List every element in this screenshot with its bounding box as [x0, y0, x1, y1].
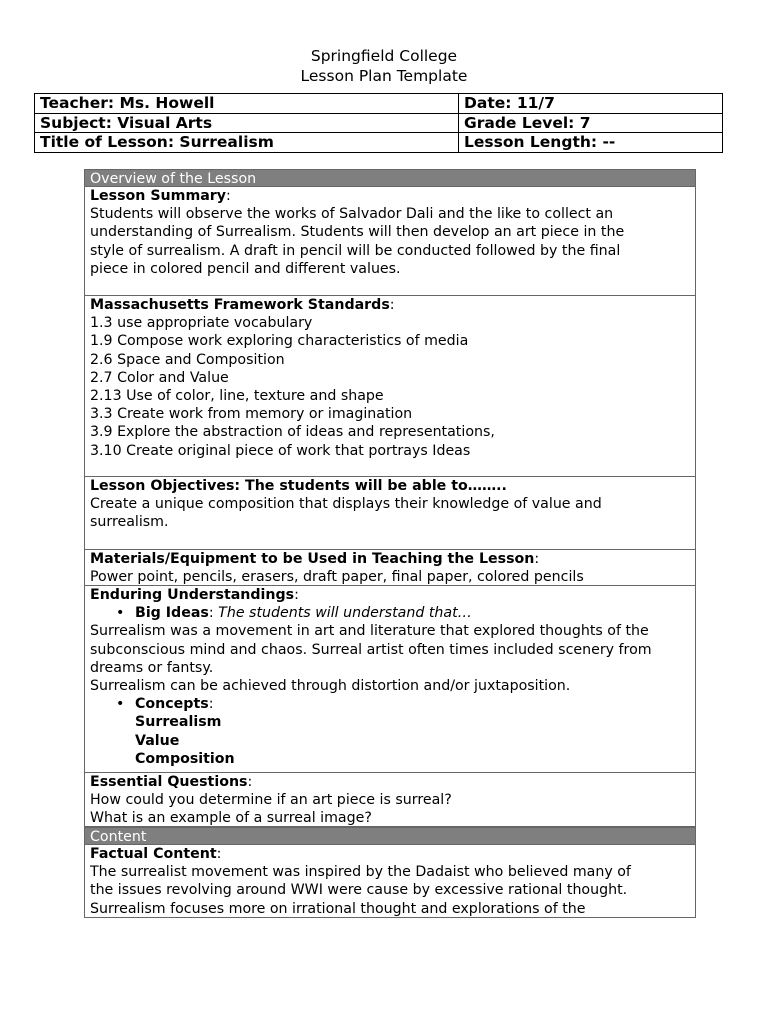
- subject-cell: Subject: Visual Arts: [35, 113, 459, 133]
- lesson-title-cell: Title of Lesson: Surrealism: [35, 133, 459, 153]
- objectives-label: Lesson Objectives: The students will be able to……..: [90, 478, 507, 494]
- materials-section: Materials/Equipment to be Used in Teaching the Lesson: Power point, pencils, erasers, draft paper, final paper, colored pencils: [85, 550, 695, 586]
- concepts-label: Concepts: [135, 696, 209, 713]
- overview-heading: Overview of the Lesson: [85, 169, 695, 187]
- understandings-line: Surrealism was a movement in art and literature that explored thoughts of the: [90, 623, 649, 640]
- grade-cell: Grade Level: 7: [459, 113, 723, 133]
- factual-line: the issues revolving around WWI were cause by excessive rational thought.: [90, 882, 628, 899]
- lesson-info-table: [34, 93, 723, 153]
- summary-line: style of surrealism. A draft in pencil will be conducted followed by the final: [90, 242, 621, 259]
- standard-item: 3.3 Create work from memory or imagination: [90, 406, 413, 423]
- understandings-line: dreams or fantsy.: [90, 659, 214, 676]
- big-ideas-prompt: The students will understand that…: [218, 605, 472, 622]
- teacher-cell: Teacher: Ms. Howell: [35, 94, 459, 114]
- summary-line: understanding of Surrealism. Students will then develop an art piece in the: [90, 224, 625, 241]
- understandings-line: subconscious mind and chaos. Surreal artist often times included scenery from: [90, 641, 652, 658]
- lesson-summary-label: Lesson Summary: [90, 188, 227, 204]
- lesson-length-cell: Lesson Length: --: [459, 133, 723, 153]
- standard-item: 3.10 Create original piece of work that portrays Ideas: [90, 442, 471, 459]
- lesson-summary-section: Lesson Summary: Students will observe the works of Salvador Dali and the like to collect an understanding of Surrealism. Students will then develop an art piece in the style of surrealism. A draft in pencil will be conducted followed by the final piece in colored pencil and different values.: [85, 187, 695, 296]
- summary-line: piece in colored pencil and different values.: [90, 260, 401, 277]
- factual-content-section: Factual Content: The surrealist movement was inspired by the Dadaist who believed many of the issues revolving around WWI were cause by excessive rational thought. Surrealism focuses more on irrational thought and explorations of the: [85, 845, 695, 918]
- question-item: What is an example of a surreal image?: [90, 810, 372, 827]
- big-ideas-item: • Big Ideas: The students will understand that…: [116, 605, 472, 622]
- standard-item: 2.13 Use of color, line, texture and shape: [90, 388, 384, 405]
- lesson-plan-table: [84, 169, 696, 918]
- bullet-icon: •: [116, 696, 125, 713]
- concept-item: Value: [135, 732, 180, 749]
- standard-item: 1.3 use appropriate vocabulary: [90, 315, 313, 332]
- standard-item: 1.9 Compose work exploring characteristics of media: [90, 333, 469, 350]
- date-cell: Date: 11/7: [459, 94, 723, 114]
- concept-item: Composition: [135, 750, 235, 767]
- objectives-section: [85, 477, 695, 550]
- factual-label: Factual Content: [90, 846, 217, 862]
- concepts-item: • Concepts:: [116, 696, 214, 713]
- standard-item: 2.6 Space and Composition: [90, 351, 285, 368]
- content-heading: Content: [85, 827, 695, 845]
- materials-text: Power point, pencils, erasers, draft paper, final paper, colored pencils: [90, 569, 584, 586]
- objectives-line: surrealism.: [90, 514, 169, 531]
- concept-item: Surrealism: [135, 714, 222, 731]
- standard-item: 3.9 Explore the abstraction of ideas and representations,: [90, 424, 495, 441]
- bullet-icon: •: [116, 605, 125, 622]
- materials-label: Materials/Equipment to be Used in Teaching the Lesson: [90, 551, 535, 567]
- questions-section: Essential Questions: How could you determine if an art piece is surreal? What is an example of a surreal image?: [85, 773, 695, 827]
- institution-title: Springfield College: [310, 47, 458, 65]
- big-ideas-label: Big Ideas: [135, 605, 209, 622]
- standards-label: Massachusetts Framework Standards: [90, 297, 390, 313]
- questions-label: Essential Questions: [90, 774, 248, 790]
- understandings-label: Enduring Understandings: [90, 587, 295, 603]
- factual-line: The surrealist movement was inspired by the Dadaist who believed many of: [90, 864, 631, 881]
- question-item: How could you determine if an art piece is surreal?: [90, 792, 452, 809]
- template-title: Lesson Plan Template: [300, 67, 468, 85]
- standards-section: Massachusetts Framework Standards: 1.3 use appropriate vocabulary 1.9 Compose work exploring characteristics of media 2.6 Space and Composition 2.7 Color and Value 2.13 Use of color, line, texture and shape 3.3 Create work from memory or imagination 3.9 Explore the abstraction of ideas and representations, 3.10 Create original piece of work that portrays Ideas: [85, 296, 695, 477]
- objectives-line: Create a unique composition that displays their knowledge of value and: [90, 496, 602, 513]
- understandings-section: Enduring Understandings: • Big Ideas: The students will understand that… Surrealism was a movement in art and literature that explored thoughts of the subconscious mind and chaos. Surreal artist often times included scenery from dreams or fantsy. Surrealism can be achieved through distortion and/or juxtaposition. • Concepts: Surrealism Value Composition: [85, 586, 695, 773]
- summary-line: Students will observe the works of Salvador Dali and the like to collect an: [90, 206, 614, 223]
- understandings-line: Surrealism can be achieved through distortion and/or juxtaposition.: [90, 678, 571, 695]
- standard-item: 2.7 Color and Value: [90, 369, 229, 386]
- factual-line: Surrealism focuses more on irrational thought and explorations of the: [90, 900, 586, 917]
